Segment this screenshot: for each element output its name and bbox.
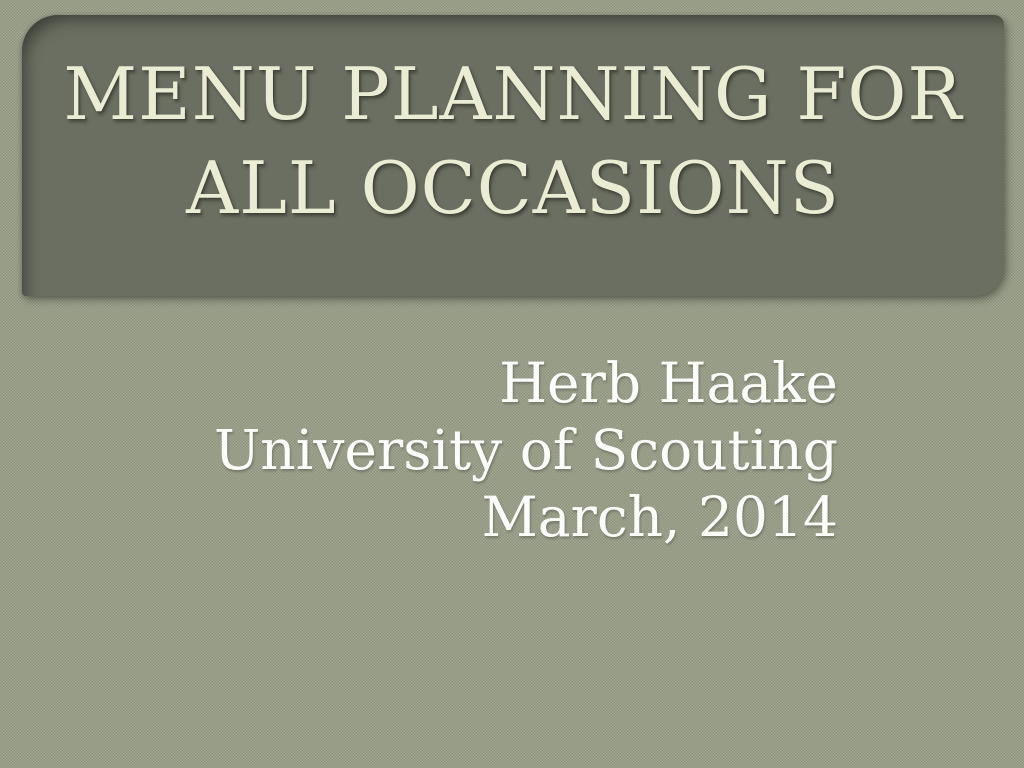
- subtitle-organization: University of Scouting: [213, 418, 838, 482]
- title-line-1: MENU PLANNING FOR: [63, 51, 963, 136]
- subtitle-block: [214, 350, 838, 551]
- subtitle-author: Herb Haake: [499, 351, 838, 415]
- title-line-2: ALL OCCASIONS: [186, 145, 840, 230]
- subtitle-date: March, 2014: [481, 485, 838, 549]
- title-box: [22, 15, 1004, 296]
